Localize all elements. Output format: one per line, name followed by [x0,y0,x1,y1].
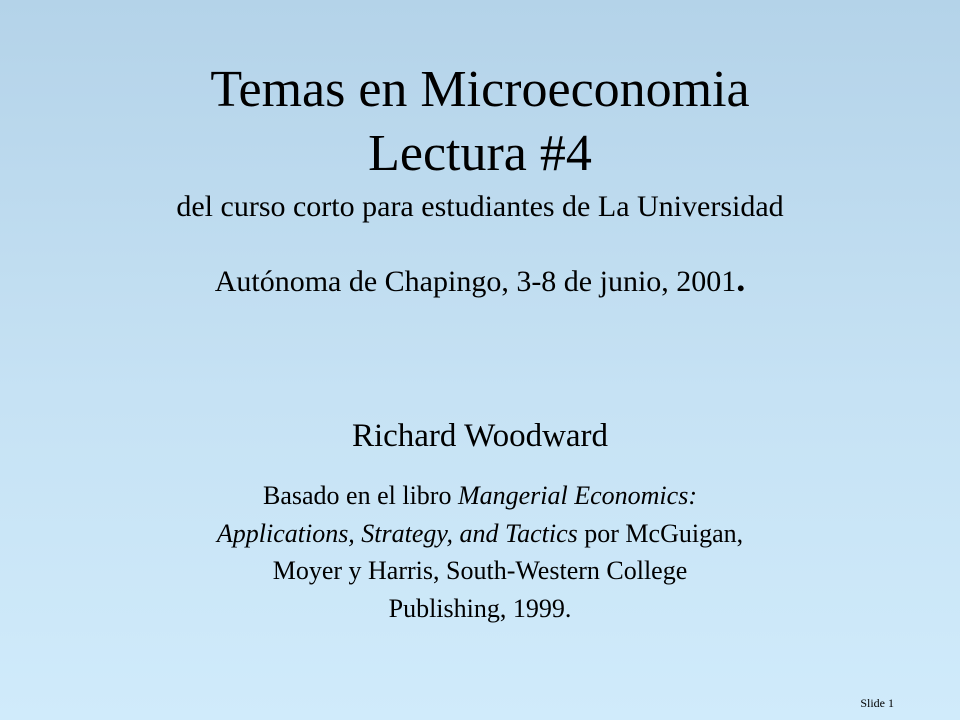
author-name: Richard Woodward [351,418,609,454]
book-title-part-2: Applications, Strategy, and Tactics [216,518,578,548]
subtitle-line-2 [0,258,960,300]
title-line-1: Temas en Microeconomia [210,61,750,118]
subtitle-line-2-text: Autónoma de Chapingo, 3-8 de junio, 2001 [214,265,737,298]
source-authors-prefix: por McGuigan, [577,518,744,548]
title-line-2: Lectura #4 [368,125,592,182]
slide-title [0,58,960,186]
source-line-4: Publishing, 1999. [388,593,572,623]
slide-number: Slide 1 [860,696,894,710]
source-line-3: Moyer y Harris, South-Western College [272,556,688,585]
source-line-2 [0,515,960,553]
subtitle-period: . [736,259,746,299]
subtitle-line-1: del curso corto para estudiantes de La Universidad [176,190,784,223]
source-line-1 [0,477,960,515]
source-prefix: Basado en el libro [263,481,458,510]
source-citation [0,477,960,627]
book-title-part-1: Mangerial Economics: [457,481,697,510]
